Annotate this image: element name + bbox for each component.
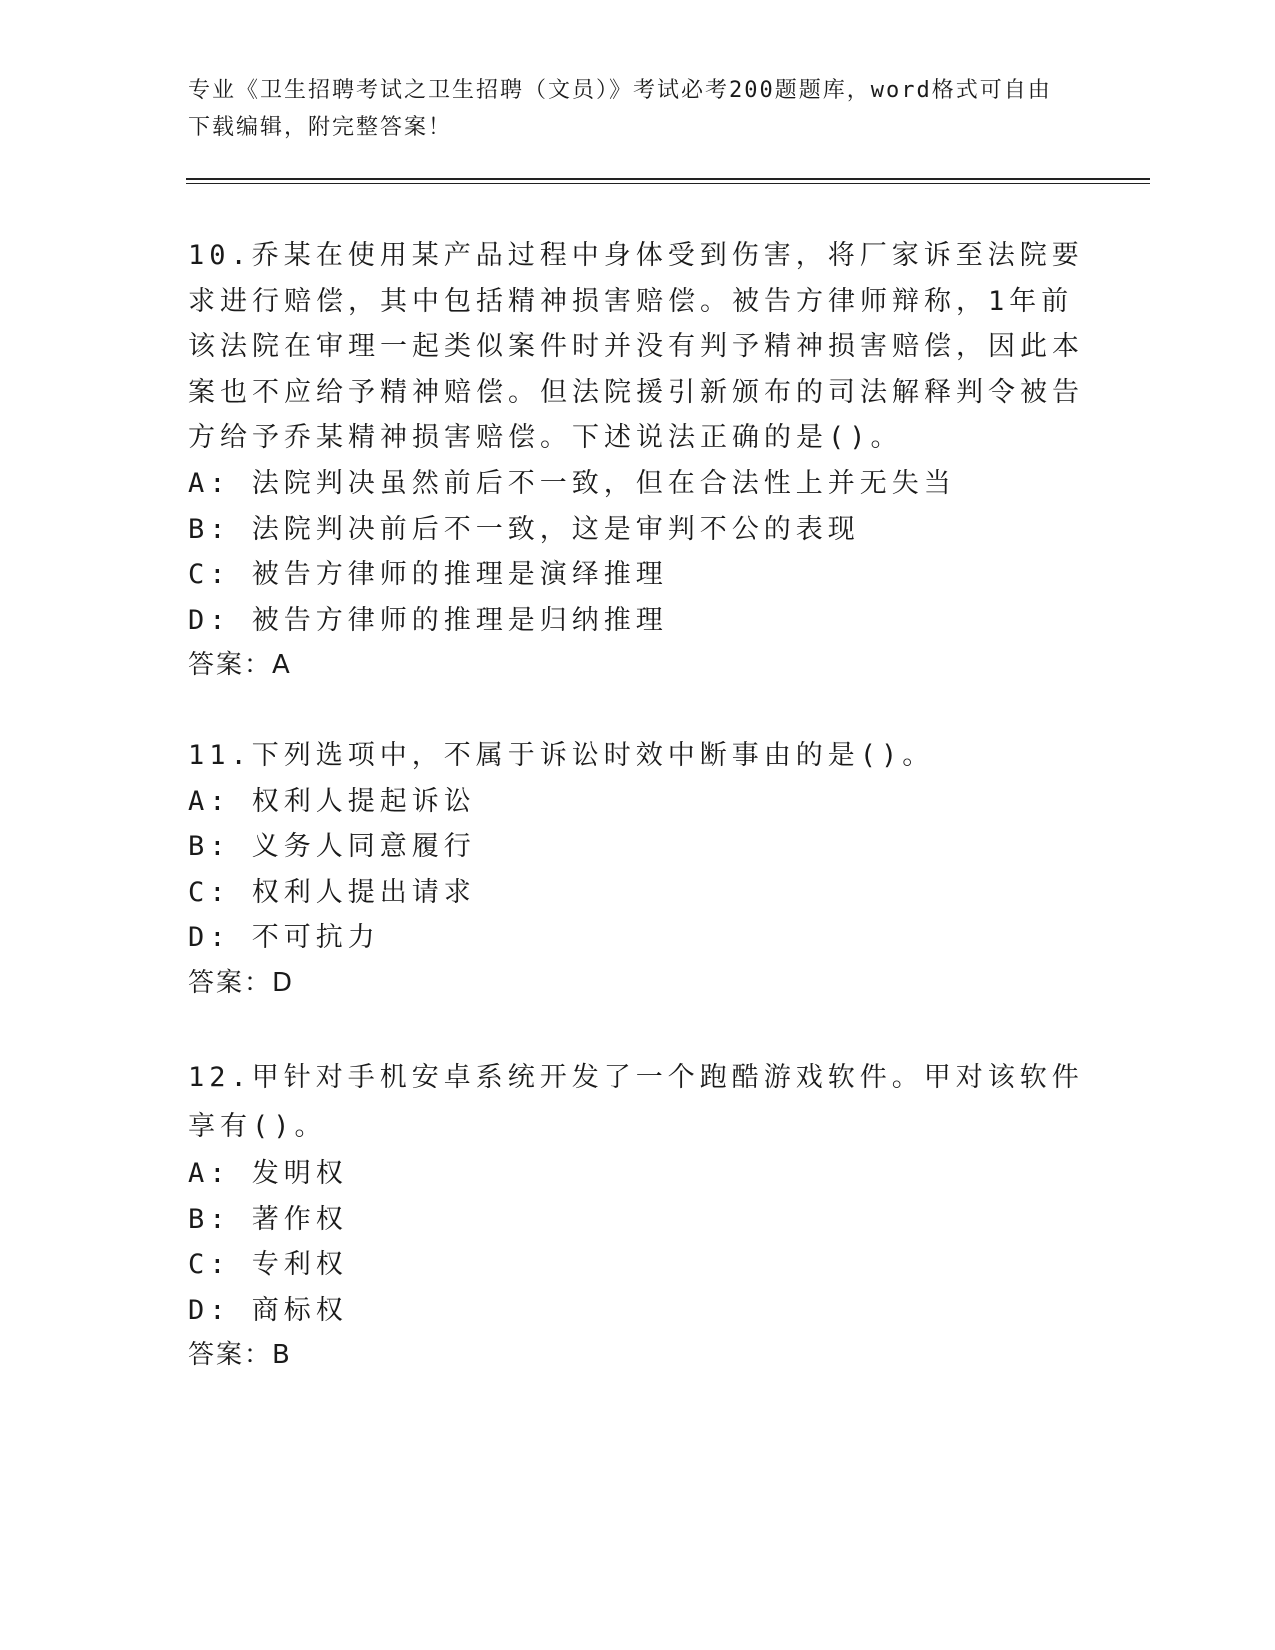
- option-c: C: 被告方律师的推理是演绎推理: [188, 559, 668, 591]
- answer: 答案：A: [188, 650, 292, 681]
- question-stem: 10.乔某在使用某产品过程中身体受到伤害，将厂家诉至法院要求进行赔偿，其中包括精神损害赔偿。被告方律师辩称，1年前该法院在审理一起类似案件时并没有判予精神损害赔偿，因此本案也不应给予精神赔偿。但法院援引新颁布的司法解释判令被告方给予乔某精神损害赔偿。下述说法正确的是()。: [188, 240, 1084, 454]
- option-c: C: 专利权: [188, 1249, 348, 1281]
- question-10: [188, 233, 1088, 689]
- option-d: D: 商标权: [188, 1294, 348, 1326]
- option-a: A: 权利人提起诉讼: [188, 785, 476, 817]
- option-a: A: 发明权: [188, 1158, 348, 1189]
- question-stem: 12.甲针对手机安卓系统开发了一个跑酷游戏软件。甲对该软件享有()。: [188, 1062, 1084, 1142]
- question-stem: 11.下列选项中，不属于诉讼时效中断事由的是()。: [188, 740, 935, 771]
- question-12: [188, 1053, 1088, 1379]
- option-a: A: 法院判决虽然前后不一致，但在合法性上并无失当: [188, 467, 956, 499]
- answer: 答案：D: [188, 967, 295, 998]
- header-divider-thick: [186, 178, 1150, 180]
- option-c: C: 权利人提出请求: [188, 876, 476, 908]
- option-b: B: 义务人同意履行: [188, 831, 476, 863]
- document-header: 专业《卫生招聘考试之卫生招聘（文员）》考试必考200题题库，word格式可自由下载编辑，附完整答案！: [188, 78, 1052, 140]
- option-b: B: 著作权: [188, 1203, 348, 1235]
- option-d: D: 不可抗力: [188, 922, 380, 954]
- question-11: [188, 733, 1088, 1007]
- answer: 答案：B: [188, 1340, 292, 1371]
- option-d: D: 被告方律师的推理是归纳推理: [188, 604, 668, 636]
- header-divider-thin: [186, 183, 1150, 184]
- option-b: B: 法院判决前后不一致，这是审判不公的表现: [188, 513, 860, 545]
